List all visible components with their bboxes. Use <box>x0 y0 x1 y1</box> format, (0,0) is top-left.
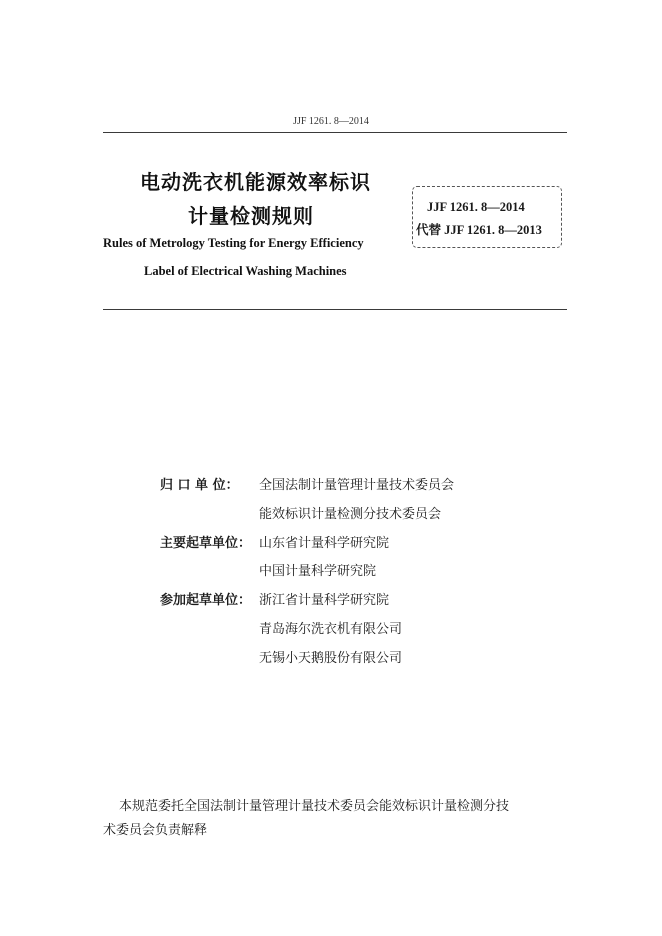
org-value-participating-2: 青岛海尔洗衣机有限公司 <box>259 622 403 637</box>
org-value-participating-1: 浙江省计量科学研究院 <box>259 593 390 608</box>
org-value-participating-3: 无锡小天鹅股份有限公司 <box>259 651 403 666</box>
interpretation-note-line1: 本规范委托全国法制计量管理计量技术委员会能效标识计量检测分技 <box>119 799 510 814</box>
title-en-line2: Label of Electrical Washing Machines <box>144 264 347 278</box>
org-value-responsible-1: 全国法制计量管理计量技术委员会 <box>259 478 455 493</box>
org-value-responsible-2: 能效标识计量检测分技术委员会 <box>259 507 442 522</box>
title-zh-line1: 电动洗衣机能源效率标识 <box>140 170 371 194</box>
org-label-main-drafting: 主要起草单位： <box>160 536 252 551</box>
header-document-code: JJF 1261. 8—2014 <box>293 116 369 127</box>
interpretation-note-line2: 术委员会负责解释 <box>103 823 208 838</box>
org-label-responsible: 归 口 单 位： <box>160 478 239 493</box>
title-divider <box>103 309 567 310</box>
org-value-main-drafting-2: 中国计量科学研究院 <box>259 564 377 579</box>
standard-code-replaces: 代替 JJF 1261. 8—2013 <box>416 223 542 237</box>
standard-code-box <box>412 186 562 248</box>
standard-code-current: JJF 1261. 8—2014 <box>427 200 525 214</box>
org-label-participating: 参加起草单位： <box>160 593 252 608</box>
top-divider <box>103 132 567 133</box>
title-en-line1: Rules of Metrology Testing for Energy Efficiency <box>103 236 364 250</box>
org-value-main-drafting-1: 山东省计量科学研究院 <box>259 536 390 551</box>
title-zh-line2: 计量检测规则 <box>188 204 314 228</box>
